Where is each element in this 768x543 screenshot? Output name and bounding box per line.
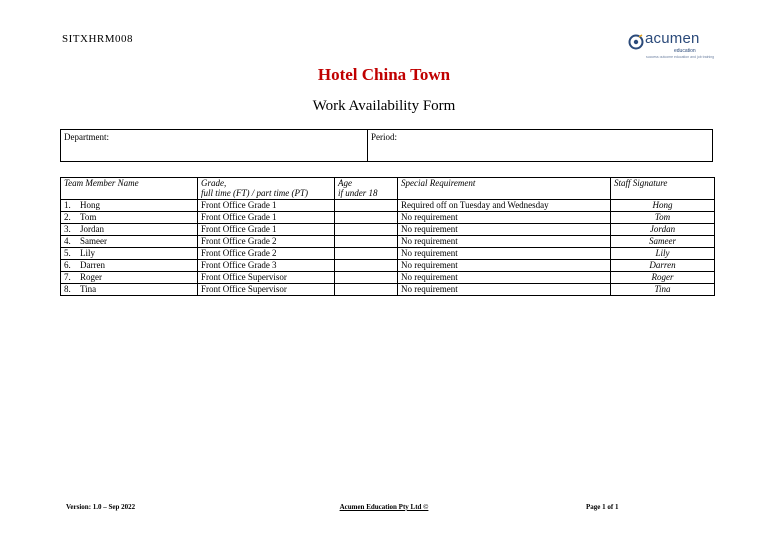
table-cell [61, 248, 198, 260]
table-cell [611, 248, 715, 260]
logo-tagline: success outcome education and job training [646, 55, 715, 59]
table-cell [335, 212, 398, 224]
table-cell [61, 284, 198, 296]
table-cell [398, 212, 611, 224]
member-signature: Darren [649, 260, 676, 270]
member-grade: Front Office Grade 1 [201, 200, 277, 210]
hotel-title: Hotel China Town [317, 65, 451, 84]
table-cell [335, 272, 398, 284]
availability-table [60, 177, 715, 296]
table-row [61, 212, 715, 224]
footer-copyright: Acumen Education Pty Ltd © [339, 503, 429, 511]
member-signature: Hong [652, 200, 673, 210]
table-cell [335, 284, 398, 296]
box-divider [367, 130, 368, 161]
header-requirement: Special Requirement [398, 178, 611, 200]
row-number: 1. [64, 200, 71, 210]
table-cell [198, 248, 335, 260]
table-cell [335, 200, 398, 212]
member-name: Jordan [80, 224, 104, 234]
table-cell [198, 200, 335, 212]
table-row [61, 224, 715, 236]
table-cell [61, 260, 198, 272]
member-requirement: No requirement [401, 260, 458, 270]
member-name: Lily [80, 248, 95, 258]
acumen-logo [628, 30, 715, 67]
member-signature: Jordan [649, 224, 676, 234]
row-number: 8. [64, 284, 71, 294]
member-name: Tom [80, 212, 97, 222]
table-cell [198, 212, 335, 224]
table-cell [611, 284, 715, 296]
member-signature: Sameer [649, 236, 676, 246]
table-cell [398, 236, 611, 248]
row-number: 4. [64, 236, 71, 246]
member-requirement: No requirement [401, 212, 458, 222]
member-requirement: No requirement [401, 248, 458, 258]
table-cell [61, 212, 198, 224]
row-number: 7. [64, 272, 71, 282]
member-grade: Front Office Supervisor [201, 284, 287, 294]
member-signature: Tina [654, 284, 671, 294]
table-cell [611, 272, 715, 284]
member-grade: Front Office Grade 1 [201, 224, 277, 234]
member-signature: Tom [654, 212, 671, 222]
table-row [61, 260, 715, 272]
period-label: Period: [371, 132, 397, 142]
member-requirement: No requirement [401, 284, 458, 294]
footer-version: Version: 1.0 – Sep 2022 [66, 503, 136, 511]
member-name: Roger [80, 272, 102, 282]
table-cell [398, 248, 611, 260]
member-grade: Front Office Grade 3 [201, 260, 277, 270]
table-row [61, 248, 715, 260]
member-signature: Lily [655, 248, 670, 258]
member-signature: Roger [651, 272, 674, 282]
table-cell [198, 224, 335, 236]
footer-page: Page 1 of 1 [586, 503, 619, 511]
logo-brand-text: acumen [645, 30, 700, 47]
table-row [61, 272, 715, 284]
member-grade: Front Office Grade 2 [201, 248, 277, 258]
table-cell [398, 200, 611, 212]
unit-code: SITXHRM008 [62, 33, 134, 45]
logo-sub-text: education [674, 48, 696, 54]
header-signature: Staff Signature [611, 178, 715, 200]
row-number: 3. [64, 224, 71, 234]
member-requirement: Required off on Tuesday and Wednesday [401, 200, 549, 210]
table-cell [198, 272, 335, 284]
department-label: Department: [64, 132, 109, 142]
table-cell [398, 224, 611, 236]
table-cell [398, 272, 611, 284]
table-cell [335, 248, 398, 260]
row-number: 5. [64, 248, 71, 258]
form-title: Work Availability Form [312, 98, 456, 114]
table-cell [198, 284, 335, 296]
member-name: Sameer [80, 236, 107, 246]
table-cell [611, 236, 715, 248]
table-cell [61, 236, 198, 248]
acumen-logo-icon [628, 34, 644, 50]
header-age: Age if under 18 [335, 178, 398, 200]
table-row [61, 284, 715, 296]
table-cell [198, 260, 335, 272]
table-cell [335, 236, 398, 248]
table-cell [398, 260, 611, 272]
row-number: 6. [64, 260, 71, 270]
table-cell [335, 224, 398, 236]
table-header-row [61, 178, 715, 200]
member-grade: Front Office Grade 2 [201, 236, 277, 246]
member-name: Hong [80, 200, 100, 210]
table-cell [611, 200, 715, 212]
member-name: Darren [80, 260, 105, 270]
member-grade: Front Office Supervisor [201, 272, 287, 282]
department-period-box [60, 129, 713, 162]
table-row [61, 236, 715, 248]
table-cell [198, 236, 335, 248]
member-requirement: No requirement [401, 272, 458, 282]
table-cell [335, 260, 398, 272]
member-name: Tina [80, 284, 97, 294]
table-cell [61, 200, 198, 212]
table-cell [61, 224, 198, 236]
member-requirement: No requirement [401, 224, 458, 234]
member-requirement: No requirement [401, 236, 458, 246]
table-cell [611, 260, 715, 272]
table-cell [611, 212, 715, 224]
header-name: Team Member Name [61, 178, 198, 200]
table-cell [611, 224, 715, 236]
table-cell [398, 284, 611, 296]
table-row [61, 200, 715, 212]
table-cell [61, 272, 198, 284]
member-grade: Front Office Grade 1 [201, 212, 277, 222]
header-grade: Grade, full time (FT) / part time (PT) [198, 178, 335, 200]
row-number: 2. [64, 212, 71, 222]
